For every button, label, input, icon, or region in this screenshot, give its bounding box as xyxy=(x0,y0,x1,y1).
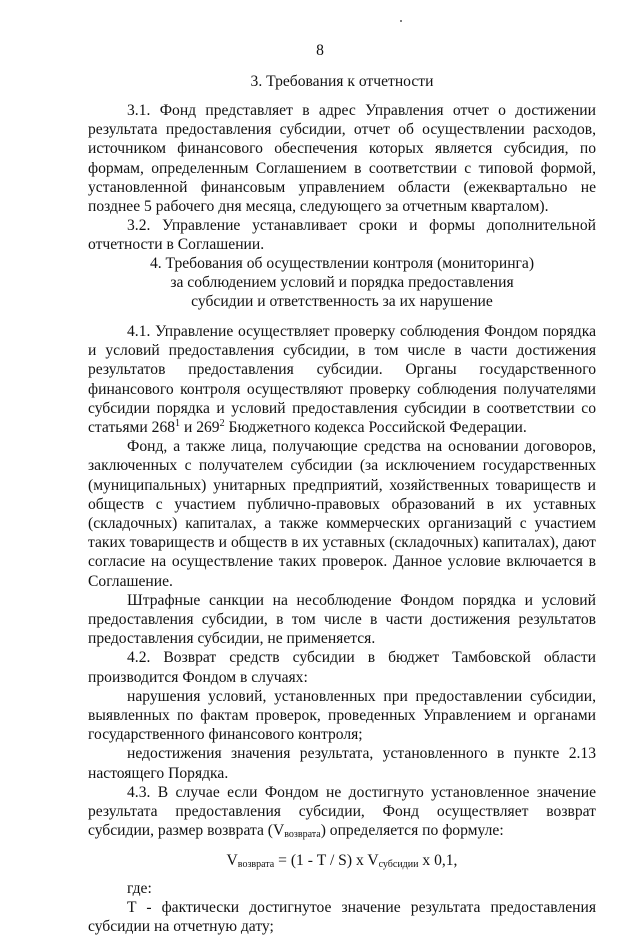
paragraph-4-3 xyxy=(88,783,596,841)
paragraph-3-2: 3.2. Управление устанавливает сроки и формы дополнительной отчетности в Соглашении. xyxy=(88,217,596,254)
where-label: где: xyxy=(127,879,152,897)
page-number: 8 xyxy=(316,42,324,59)
section-4-heading xyxy=(88,254,596,312)
paragraph-4-1 xyxy=(88,322,596,437)
paragraph-4-2: 4.2. Возврат средств субсидии в бюджет Тамбовской области производится Фондом в случаях: xyxy=(88,649,596,686)
formula-sub-return: возврата xyxy=(237,859,275,871)
scan-speck xyxy=(400,20,402,22)
section-4-heading-line-2: за соблюдением условий и порядка предоставления xyxy=(170,274,514,292)
paragraph-violation-case: нарушения условий, установленных при предоставлении субсидии, выявленных по фактам проверок, проведенных Управлением и органами государственного финансового контроля; xyxy=(88,687,596,744)
paragraph-fund-consent: Фонд, а также лица, получающие средства на основании договоров, заключенных с получателем субсидии (за исключением государственных (муниципальных) унитарных предприятий, хозяйственных товариществ и обществ с участием публично-правовых образований в их уставных (складочных) капиталах, а также коммерческих организаций с участием таких товариществ и обществ в их уставных (складочных) капиталах), дают согласие на осуществление таких проверок. Данное условие включается в Соглашение. xyxy=(88,438,596,590)
section-3 xyxy=(88,72,596,91)
formula-end: x 0,1, xyxy=(418,852,458,870)
article-268-superscript: 1 xyxy=(175,418,181,430)
paragraph-4-1-text: 4.1. Управление осуществляет проверку соблюдения Фондом порядка и условий предоставления субсидии, в том числе в части достижения результатов предоставления субсидии. Органы государственного финансового контроля осуществляют проверку соблюдения получателями субсидии порядка и условий предоставления субсидии в соответствии со статьями 268 xyxy=(88,323,596,437)
paragraph-4-3-end: ) определяется по формуле: xyxy=(320,822,504,840)
paragraph-4-1-and: и 269 xyxy=(180,419,220,437)
v-return-subscript: возврата xyxy=(284,829,321,841)
paragraph-4-1-end: Бюджетного кодекса Российской Федерации. xyxy=(224,419,527,437)
paragraph-penalties: Штрафные санкции на несоблюдение Фондом порядка и условий предоставления субсидии, в том числе в части достижения результатов предоставления субсидии, не применяется. xyxy=(88,591,596,648)
paragraph-non-achievement-case: недостижения значения результата, установленного в пункте 2.13 настоящего Порядка. xyxy=(88,745,596,782)
formula-middle: = (1 - T / S) x V xyxy=(274,852,379,870)
paragraph-3-1: 3.1. Фонд представляет в адрес Управления отчет о достижении результата предоставления субсидии, отчет об осуществлении расходов, источником финансового обеспечения которых является субсидия, по формам, определенным Соглашением в соответствии с типовой формой, установленной финансовым управлением области (ежеквартально не позднее 5 рабочего дня месяца, следующего за отчетным кварталом). xyxy=(88,102,596,216)
section-4-heading-line-1: 4. Требования об осуществлении контроля (мониторинга) xyxy=(149,255,535,272)
section-4-heading-line-3: субсидии и ответственность за их нарушение xyxy=(191,293,493,311)
formula-v: V xyxy=(226,852,238,870)
paragraph-t-definition: T - фактически достигнутое значение результата предоставления субсидии на отчетную дату; xyxy=(88,898,596,936)
section-4-body xyxy=(88,322,596,936)
formula-sub-subsidy: субсидии xyxy=(378,859,419,871)
paragraph-4-3-text: 4.3. В случае если Фондом не достигнуто установленное значение результата предоставления субсидии, Фонд осуществляет возврат субсидии, размер возврата (V xyxy=(88,783,596,840)
section-3-heading: 3. Требования к отчетности xyxy=(250,73,434,90)
return-formula xyxy=(88,851,596,870)
article-269-superscript: 2 xyxy=(219,418,225,430)
section-3-body xyxy=(88,101,596,255)
